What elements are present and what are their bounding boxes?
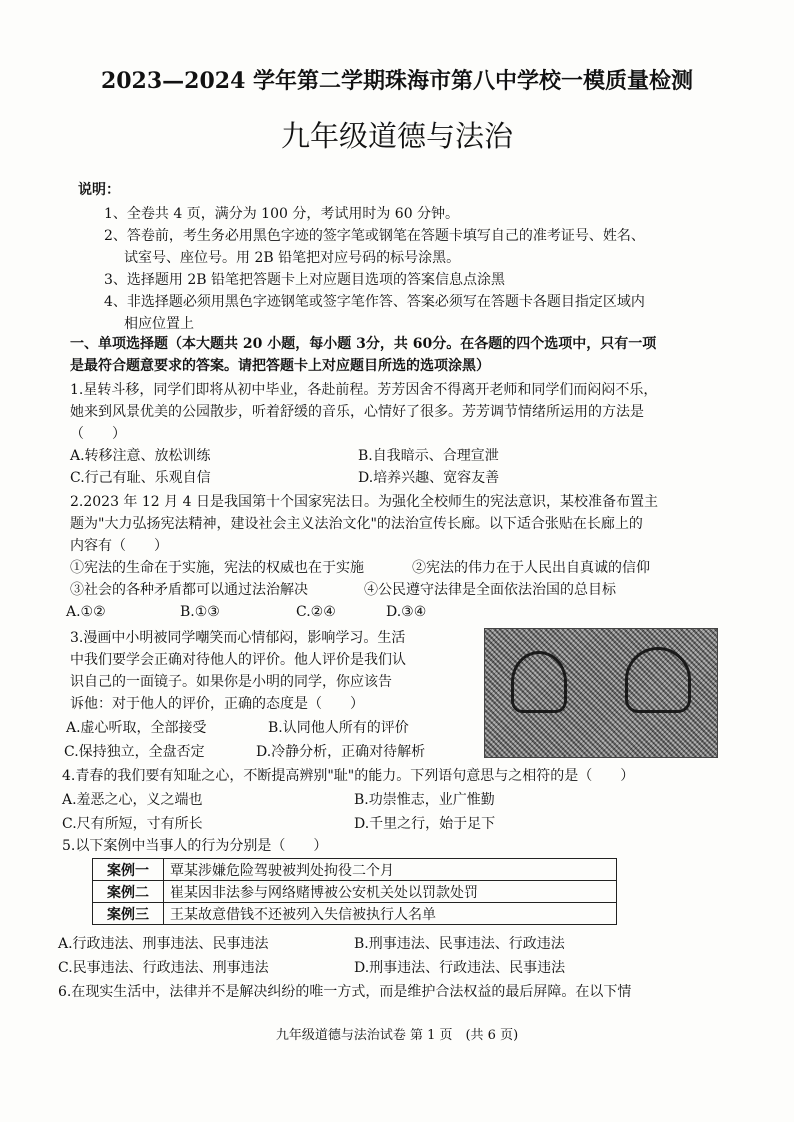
- question-2-statement: ②宪法的伟力在于人民出自真诚的信仰: [412, 560, 650, 576]
- question-1-option-a: A.转移注意、放松训练: [70, 448, 211, 464]
- question-3-stem: 识自己的一面镜子。如果你是小明的同学，你应该告: [70, 674, 392, 690]
- question-2-stem: 2.2023 年 12 月 4 日是我国第十个国家宪法日。为强化全校师生的宪法意识，某校准备布置主: [70, 494, 658, 510]
- case-label: 案例三: [93, 903, 164, 925]
- question-2-stem: 内容有（ ）: [70, 538, 168, 554]
- case-description: 王某故意借钱不还被列入失信被执行人名单: [164, 903, 617, 925]
- question-2-option-b: B.①③: [180, 604, 220, 620]
- cartoon-figure-left: [511, 651, 567, 713]
- question-2-statement: ③社会的各种矛盾都可以通过法治解决: [70, 582, 308, 598]
- question-4-option-b: B.功崇惟志，业广惟勤: [354, 792, 495, 808]
- instruction-item: 4、非选择题必须用黑色字迹钢笔或签字笔作答、答案必须写在答题卡各题目指定区域内: [104, 294, 645, 310]
- case-label: 案例一: [93, 859, 164, 881]
- question-5-option-c: C.民事违法、行政违法、刑事违法: [58, 960, 269, 976]
- question-5-option-a: A.行政违法、刑事违法、民事违法: [58, 936, 269, 952]
- question-3-option-d: D.冷静分析，正确对待解析: [256, 744, 426, 760]
- case-description: 覃某涉嫌危险驾驶被判处拘役二个月: [164, 859, 617, 881]
- table-row: [93, 859, 617, 881]
- cartoon-image: [484, 628, 718, 758]
- question-1-stem: 1.星转斗移，同学们即将从初中毕业，各赴前程。芳芳因舍不得离开老师和同学们而闷闷不乐，: [70, 382, 658, 398]
- instruction-item: 1、全卷共 4 页，满分为 100 分，考试用时为 60 分钟。: [104, 206, 460, 222]
- question-4-stem: 4.青春的我们要有知耻之心，不断提高辨别"耻"的能力。下列语句意思与之相符的是（ ）: [62, 768, 635, 784]
- question-1-stem: （ ）: [70, 426, 126, 442]
- instruction-item: 3、选择题用 2B 铅笔把答题卡上对应题目选项的答案信息点涂黑: [104, 272, 506, 288]
- question-5-option-d: D.刑事违法、行政违法、民事违法: [354, 960, 566, 976]
- question-4-option-c: C.尺有所短，寸有所长: [62, 816, 203, 832]
- question-2-option-d: D.③④: [386, 604, 427, 620]
- question-2-statement: ①宪法的生命在于实施，宪法的权威也在于实施: [70, 560, 364, 576]
- question-1-option-c: C.行己有耻、乐观自信: [70, 470, 211, 486]
- question-1-option-b: B.自我暗示、合理宣泄: [358, 448, 499, 464]
- question-3-stem: 3.漫画中小明被同学嘲笑而心情郁闷，影响学习。生活: [70, 630, 406, 646]
- instruction-item: 相应位置上: [124, 316, 194, 332]
- case-label: 案例二: [93, 881, 164, 903]
- question-4-option-d: D.千里之行，始于足下: [354, 816, 496, 832]
- question-3-option-b: B.认同他人所有的评价: [268, 720, 409, 736]
- question-2-stem: 题为"大力弘扬宪法精神，建设社会主义法治文化"的法治宣传长廊。以下适合张贴在长廊上的: [70, 516, 643, 532]
- section-heading: 一、单项选择题（本大题共 20 小题，每小题 3分，共 60分。在各题的四个选项中，只有一项: [70, 336, 657, 352]
- table-row: [93, 903, 617, 925]
- case-description: 崔某因非法参与网络赌博被公安机关处以罚款处罚: [164, 881, 617, 903]
- question-3-stem: 中我们要学会正确对待他人的评价。他人评价是我们认: [70, 652, 406, 668]
- question-1-stem: 她来到风景优美的公园散步，听着舒缓的音乐，心情好了很多。芳芳调节情绪所运用的方法是: [70, 404, 644, 420]
- question-3-option-a: A.虚心听取，全部接受: [66, 720, 207, 736]
- instruction-item: 2、答卷前，考生务必用黑色字迹的签字笔或钢笔在答题卡填写自己的准考证号、姓名、: [104, 228, 645, 244]
- question-3-option-c: C.保持独立，全盘否定: [64, 744, 205, 760]
- exam-header: 2023—2024 学年第二学期珠海市第八中学校一模质量检测: [100, 68, 694, 94]
- question-6-stem: 6.在现实生活中，法律并不是解决纠纷的唯一方式，而是维护合法权益的最后屏障。在以下情: [58, 984, 632, 1000]
- question-5-stem: 5.以下案例中当事人的行为分别是（ ）: [62, 838, 328, 854]
- question-4-option-a: A.羞恶之心，义之端也: [62, 792, 203, 808]
- subject-title: 九年级道德与法治: [280, 119, 513, 153]
- instruction-item: 试室号、座位号。用 2B 铅笔把对应号码的标号涂黑。: [124, 250, 461, 266]
- question-2-option-c: C.②④: [296, 604, 336, 620]
- instructions-heading: 说明：: [78, 182, 120, 198]
- cartoon-figure-right: [625, 647, 691, 713]
- question-3-stem: 诉他：对于他人的评价，正确的态度是（ ）: [70, 696, 364, 712]
- question-5-option-b: B.刑事违法、民事违法、行政违法: [354, 936, 565, 952]
- section-heading: 是最符合题意要求的答案。请把答题卡上对应题目所选的选项涂黑）: [70, 358, 490, 374]
- table-row: [93, 881, 617, 903]
- page-footer: 九年级道德与法治试卷 第 1 页 (共 6 页): [275, 1028, 519, 1043]
- question-1-option-d: D.培养兴趣、宽容友善: [358, 470, 500, 486]
- question-2-statement: ④公民遵守法律是全面依法治国的总目标: [364, 582, 616, 598]
- case-table: [92, 858, 617, 925]
- question-2-option-a: A.①②: [66, 604, 106, 620]
